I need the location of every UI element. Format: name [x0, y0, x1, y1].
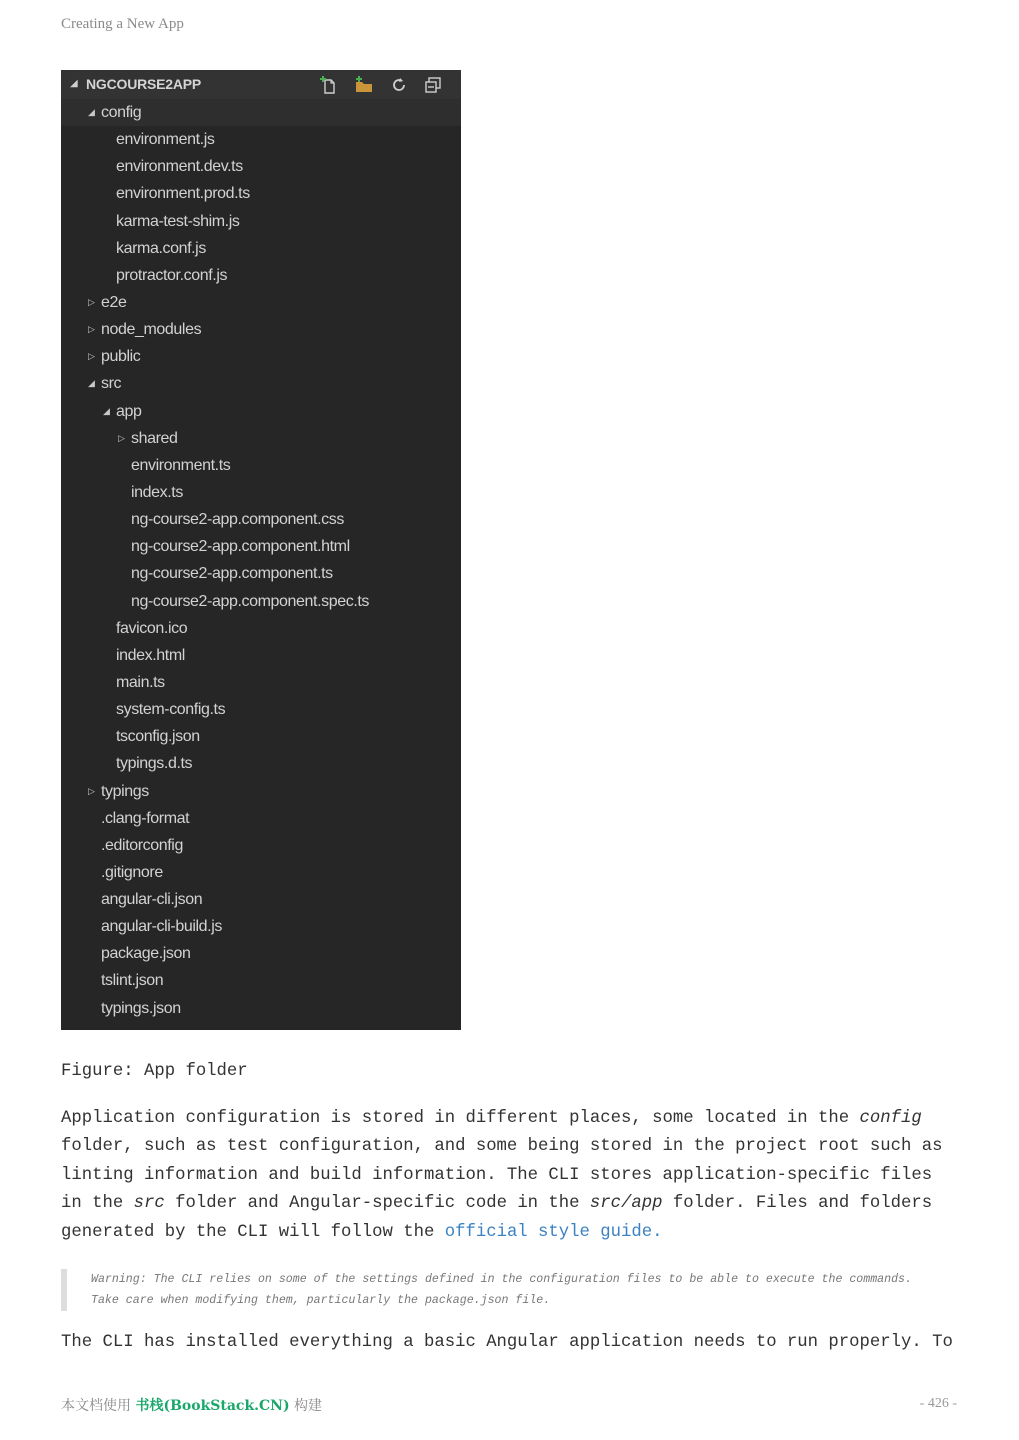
collapsed-caret-icon[interactable]: ▷: [88, 785, 95, 796]
warning-blockquote: [61, 1269, 947, 1311]
tree-item-file[interactable]: [61, 940, 461, 967]
new-folder-icon[interactable]: [354, 75, 374, 95]
tree-item-label: ng-course2-app.component.css: [131, 511, 344, 529]
tree-item-label: environment.ts: [131, 456, 231, 474]
explorer-header[interactable]: [61, 70, 461, 99]
tree-item-label: .gitignore: [101, 863, 163, 881]
tree-item-file[interactable]: [61, 262, 461, 289]
expanded-caret-icon[interactable]: ◢: [88, 107, 95, 117]
tree-item-file[interactable]: [61, 506, 461, 533]
paragraph-text: folder, such as test configuration, and some being stored in the project root such as linting information and build information. The CLI stores application-specific files in the: [61, 1137, 943, 1214]
tree-item-label: e2e: [101, 293, 127, 311]
tree-item-file[interactable]: [61, 723, 461, 750]
collapse-all-icon[interactable]: [423, 75, 443, 95]
tree-item-folder[interactable]: [61, 370, 461, 397]
refresh-icon[interactable]: [389, 75, 409, 95]
paragraph-text: folder. Files and folders generated by the CLI will follow the: [61, 1194, 933, 1242]
collapsed-caret-icon[interactable]: ▷: [88, 296, 95, 307]
tree-item-file[interactable]: [61, 967, 461, 994]
tree-item-label: favicon.ico: [116, 619, 188, 637]
tree-item-file[interactable]: [61, 560, 461, 587]
tree-item-label: config: [101, 104, 142, 121]
tree-item-file[interactable]: [61, 995, 461, 1022]
expanded-caret-icon[interactable]: ◢: [88, 378, 95, 389]
tree-item-label: typings: [101, 782, 149, 800]
warning-text: Warning: The CLI relies on some of the settings defined in the configuration files to be able to execute the commands. Take care when modifying them, particularly the package.json file.: [91, 1273, 912, 1307]
tree-item-label: typings.d.ts: [116, 755, 193, 773]
emphasis-src-app: src/app: [589, 1194, 663, 1214]
tree-item-label: system-config.ts: [116, 701, 226, 719]
figure-caption: Figure: App folder: [61, 1062, 248, 1081]
tree-item-folder[interactable]: [61, 343, 461, 370]
tree-item-file[interactable]: [61, 886, 461, 913]
tree-item-file[interactable]: [61, 642, 461, 669]
tree-item-folder[interactable]: [61, 99, 461, 126]
collapsed-caret-icon[interactable]: ▷: [88, 351, 95, 362]
emphasis-src: src: [133, 1194, 165, 1214]
tree-item-folder[interactable]: [61, 425, 461, 452]
tree-item-file[interactable]: [61, 153, 461, 180]
tree-item-file[interactable]: [61, 126, 461, 153]
footer-prefix: 本文档使用: [61, 1398, 136, 1414]
tree-item-label: ng-course2-app.component.spec.ts: [131, 592, 370, 610]
tree-item-folder[interactable]: [61, 398, 461, 425]
tree-item-file[interactable]: [61, 805, 461, 832]
tree-item-label: .clang-format: [101, 809, 190, 827]
new-file-icon[interactable]: [319, 75, 339, 95]
tree-item-label: environment.prod.ts: [116, 185, 250, 203]
running-header: Creating a New App: [61, 16, 184, 32]
footer-credit: [61, 1395, 322, 1415]
paragraph-text: Application configuration is stored in different places, some located in the: [61, 1109, 860, 1128]
tree-item-label: package.json: [101, 945, 191, 963]
tree-item-label: node_modules: [101, 321, 202, 339]
tree-item-file[interactable]: [61, 859, 461, 886]
collapse-caret-icon[interactable]: ◢: [70, 78, 78, 89]
tree-item-label: karma-test-shim.js: [116, 212, 240, 230]
expanded-caret-icon[interactable]: ◢: [103, 405, 110, 416]
tree-item-label: index.ts: [131, 483, 183, 501]
tree-item-label: environment.dev.ts: [116, 158, 243, 176]
footer-suffix: 构建: [289, 1398, 323, 1414]
tree-item-file[interactable]: [61, 750, 461, 777]
collapsed-caret-icon[interactable]: ▷: [118, 432, 125, 443]
tree-item-label: ng-course2-app.component.html: [131, 538, 350, 556]
emphasis-config: config: [859, 1109, 922, 1128]
tree-item-file[interactable]: [61, 615, 461, 642]
body-paragraph: [61, 1105, 961, 1247]
tree-item-label: tsconfig.json: [116, 728, 200, 746]
style-guide-link[interactable]: official style guide.: [444, 1222, 663, 1242]
tree-item-label: typings.json: [101, 999, 181, 1017]
tree-item-label: karma.conf.js: [116, 239, 206, 257]
tree-item-label: app: [116, 402, 142, 420]
tree-item-label: ng-course2-app.component.ts: [131, 565, 333, 583]
tree-item-label: tslint.json: [101, 972, 164, 990]
page-number: - 426 -: [919, 1396, 957, 1411]
tree-item-label: src: [101, 375, 122, 393]
tree-item-file[interactable]: [61, 235, 461, 262]
collapsed-caret-icon[interactable]: ▷: [88, 324, 95, 335]
tree-item-label: main.ts: [116, 673, 165, 691]
tree-item-folder[interactable]: [61, 316, 461, 343]
tree-item-file[interactable]: [61, 208, 461, 235]
tree-item-file[interactable]: [61, 696, 461, 723]
tree-item-label: index.html: [116, 646, 185, 664]
body-paragraph-continued: The CLI has installed everything a basic Angular application needs to run properly. To: [61, 1333, 953, 1352]
tree-item-file[interactable]: [61, 832, 461, 859]
tree-item-label: angular-cli-build.js: [101, 918, 222, 936]
explorer-title: NGCOURSE2APP: [86, 76, 202, 92]
tree-item-label: protractor.conf.js: [116, 266, 228, 284]
file-explorer-panel: [61, 70, 461, 1030]
tree-item-file[interactable]: [61, 669, 461, 696]
bookstack-link[interactable]: 书栈(BookStack.CN): [135, 1398, 290, 1414]
paragraph-text: folder and Angular-specific code in the: [164, 1194, 590, 1214]
tree-item-file[interactable]: [61, 533, 461, 560]
tree-item-file[interactable]: [61, 913, 461, 940]
tree-item-label: angular-cli.json: [101, 891, 203, 909]
tree-item-folder[interactable]: [61, 289, 461, 316]
tree-item-file[interactable]: [61, 479, 461, 506]
tree-item-label: .editorconfig: [101, 836, 183, 854]
tree-item-label: shared: [131, 429, 178, 447]
tree-item-file[interactable]: [61, 180, 461, 207]
tree-item-file[interactable]: [61, 588, 461, 615]
tree-item-label: environment.js: [116, 131, 215, 149]
tree-item-folder[interactable]: [61, 778, 461, 805]
tree-item-file[interactable]: [61, 452, 461, 479]
tree-item-label: public: [101, 348, 141, 366]
